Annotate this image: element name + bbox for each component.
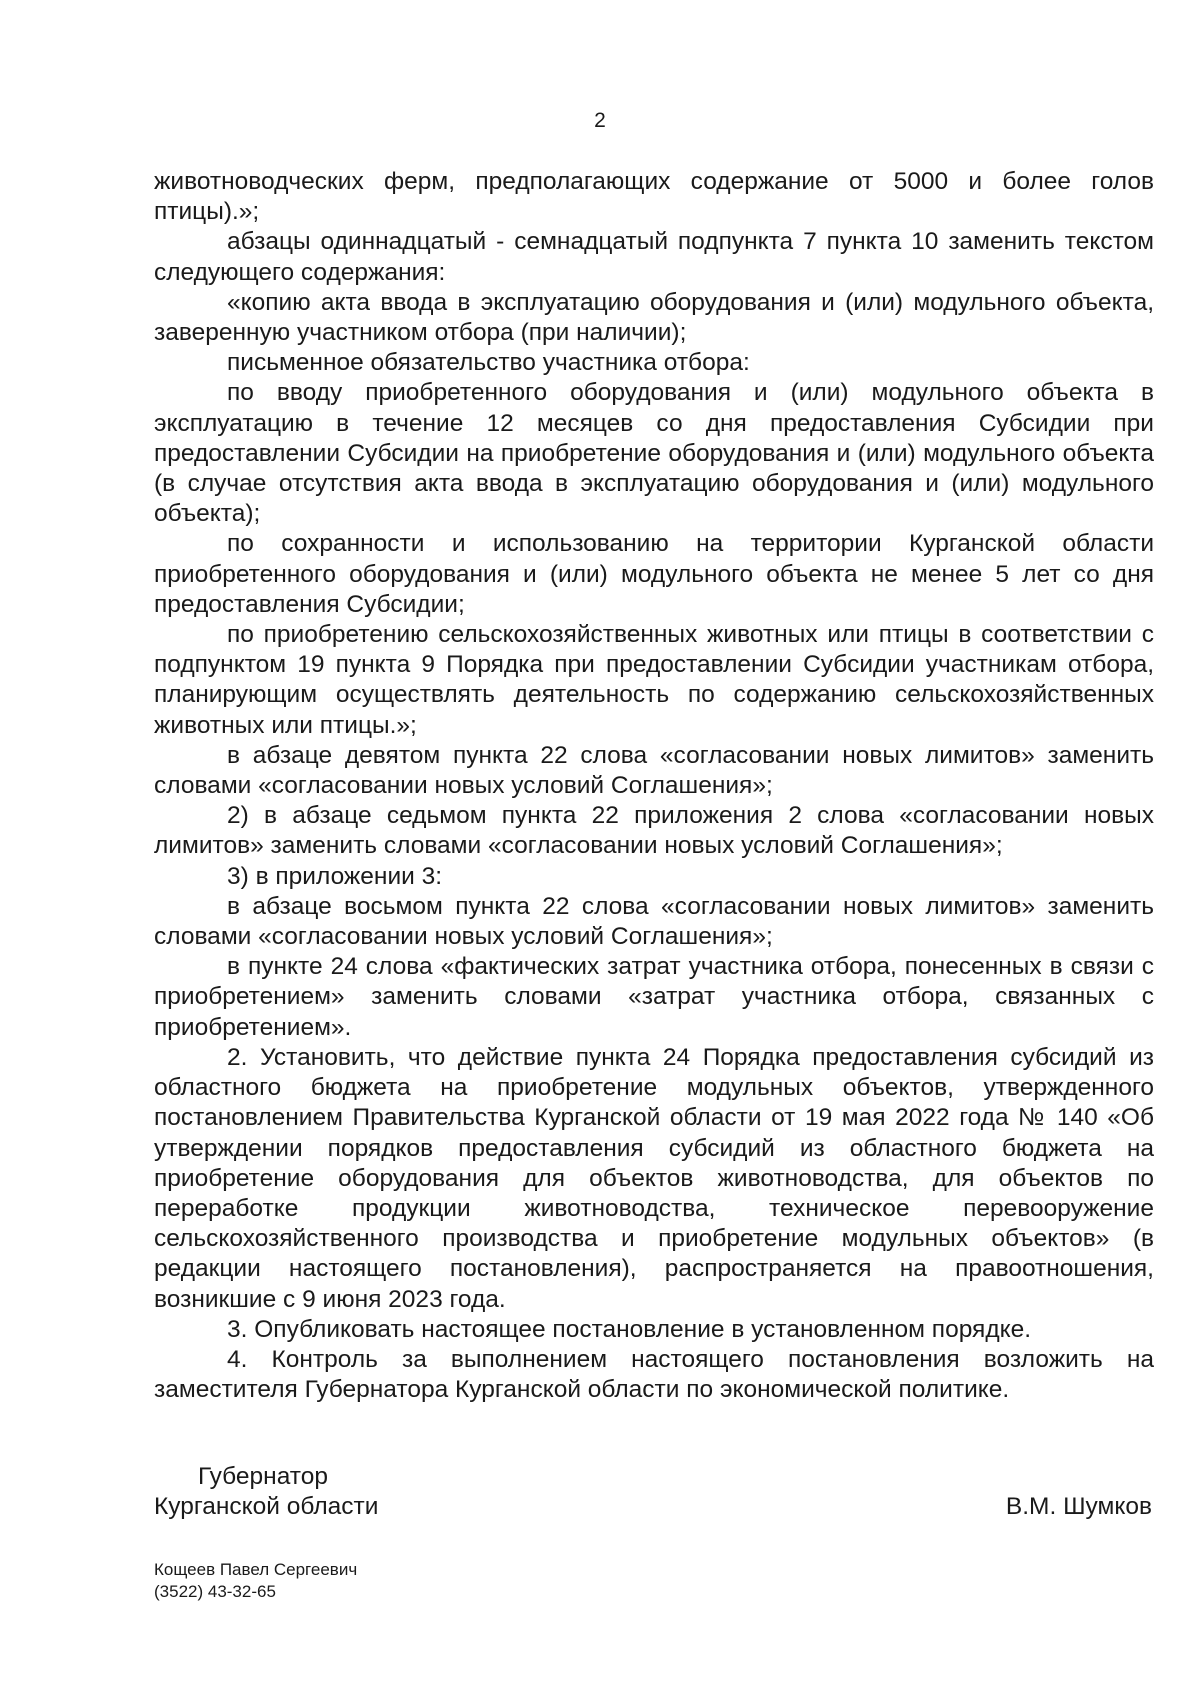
signatory-title: Губернатор xyxy=(198,1463,328,1490)
signatory-region: Курганской области xyxy=(154,1493,379,1520)
page-number: 2 xyxy=(594,109,606,132)
paragraph-10: 3) в приложении 3: xyxy=(227,862,443,890)
document-body xyxy=(154,167,1154,1405)
signatory-name: В.М. Шумков xyxy=(1005,1493,1152,1520)
paragraph-11: в абзаце восьмом пункта 22 слова «согласовании новых лимитов» заменить словами «согласовании новых условий Соглашения»; xyxy=(154,892,1154,951)
paragraph-5: по вводу приобретенного оборудования и (или) модульного объекта в эксплуатацию в течение 12 месяцев со дня предоставления Субсидии при предоставлении Субсидии на приобретение оборудования и (или) модульного объекта (в случае отсутствия акта ввода в эксплуатацию оборудования и (или) модульного объекта); xyxy=(154,379,1154,528)
executor-info xyxy=(154,1559,357,1603)
executor-phone: (3522) 43-32-65 xyxy=(154,1582,276,1601)
paragraph-14: 3. Опубликовать настоящее постановление в установленном порядке. xyxy=(227,1315,1032,1343)
paragraph-13: 2. Установить, что действие пункта 24 Порядка предоставления субсидий из областного бюджета на приобретение модульных объектов, утвержденного постановлением Правительства Курганской области от 19 мая 2022 года № 140 «Об утверждении порядков предоставления субсидий из областного бюджета на приобретение оборудования для объектов животноводства, для объектов по переработке продукции животноводства, техническое перевооружение сельскохозяйственного производства и приобретение модульных объектов» (в редакции настоящего постановления), распространяется на правоотношения, возникшие с 9 июня 2023 года. xyxy=(154,1043,1154,1313)
paragraph-3: «копию акта ввода в эксплуатацию оборудования и (или) модульного объекта, заверенную участником отбора (при наличии); xyxy=(154,288,1154,347)
paragraph-8: в абзаце девятом пункта 22 слова «согласовании новых лимитов» заменить словами «согласовании новых условий Соглашения»; xyxy=(154,741,1154,800)
paragraph-2: абзацы одиннадцатый - семнадцатый подпункта 7 пункта 10 заменить текстом следующего содержания: xyxy=(154,228,1154,286)
paragraph-12: в пункте 24 слова «фактических затрат участника отбора, понесенных в связи с приобретением» заменить словами «затрат участника отбора, связанных с приобретением». xyxy=(154,953,1154,1041)
executor-name: Кощеев Павел Сергеевич xyxy=(154,1560,358,1579)
paragraph-1: животноводческих ферм, предполагающих содержание от 5000 и более голов птицы).»; xyxy=(154,168,1154,226)
paragraph-6: по сохранности и использованию на территории Курганской области приобретенного оборудования и (или) модульного объекта не менее 5 лет со дня предоставления Субсидии; xyxy=(154,530,1154,618)
signatory-position xyxy=(154,1462,378,1522)
paragraph-15: 4. Контроль за выполнением настоящего постановления возложить на заместителя Губернатора Курганской области по экономической политике. xyxy=(154,1345,1154,1404)
paragraph-4: письменное обязательство участника отбора: xyxy=(227,349,750,377)
paragraph-9: 2) в абзаце седьмом пункта 22 приложения 2 слова «согласовании новых лимитов» заменить словами «согласовании новых условий Соглашения»; xyxy=(154,802,1154,860)
paragraph-7: по приобретению сельскохозяйственных животных или птицы в соответствии с подпунктом 19 пункта 9 Порядка при предоставлении Субсидии участникам отбора, планирующим осуществлять деятельность по содержанию сельскохозяйственных животных или птицы.»; xyxy=(154,621,1154,739)
